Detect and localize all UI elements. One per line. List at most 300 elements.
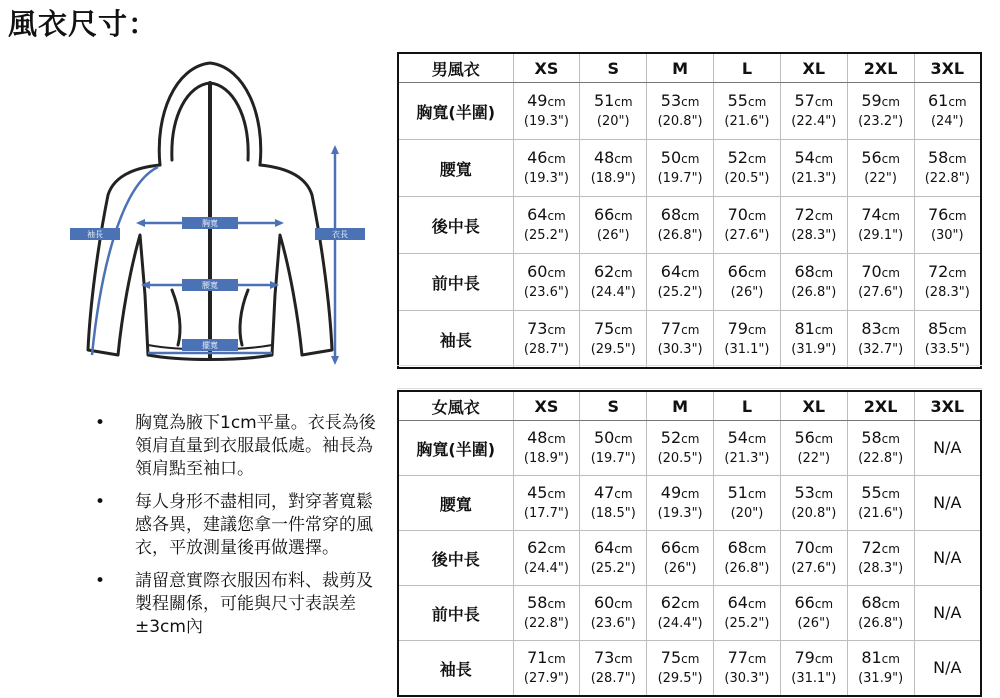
row-label: 前中長 <box>398 586 513 641</box>
cm-value: 72 <box>927 262 949 281</box>
inch-value: (17.7") <box>523 506 569 521</box>
cm-value: 85 <box>927 319 949 338</box>
inch-value: (19.3") <box>657 506 703 521</box>
inch-value: (26.8") <box>858 616 904 631</box>
cm-unit: cm <box>881 652 900 666</box>
cm-value: 56 <box>861 148 882 167</box>
inch-value: (25.2") <box>590 561 636 576</box>
cm-line <box>580 483 646 504</box>
inch-value: (18.9") <box>590 171 636 186</box>
cm-line <box>915 205 980 226</box>
inch-value: (31.9") <box>791 342 837 357</box>
inch-value: (19.3") <box>523 114 569 129</box>
size-cell <box>847 421 914 476</box>
size-cell <box>847 476 914 531</box>
table-row <box>398 254 981 311</box>
size-cell <box>714 641 781 697</box>
bullet-icon: • <box>95 571 106 591</box>
inch-value: (31.9") <box>858 671 904 686</box>
cm-value: 62 <box>593 262 615 281</box>
size-cell <box>914 586 981 641</box>
cm-value: 77 <box>727 648 748 667</box>
cm-unit: cm <box>681 487 700 501</box>
cm-line <box>714 483 780 504</box>
inch-value: (28.7") <box>523 342 569 357</box>
cm-line <box>848 538 914 559</box>
table-title: 女風衣 <box>398 391 513 421</box>
cm-line <box>580 148 646 169</box>
cm-line <box>714 538 780 559</box>
inch-value: (26") <box>797 616 831 631</box>
cm-line <box>514 538 580 559</box>
inch-value: (26") <box>730 285 764 300</box>
size-cell <box>780 531 847 586</box>
cm-line <box>647 538 713 559</box>
inch-value: (30.3") <box>657 342 703 357</box>
inch-value: (25.2") <box>724 616 770 631</box>
cm-unit: cm <box>681 209 700 223</box>
size-cell <box>647 197 714 254</box>
cm-unit: cm <box>814 597 834 611</box>
cm-value: 66 <box>660 538 682 557</box>
cm-unit: cm <box>681 542 700 556</box>
cm-line <box>647 205 713 226</box>
inch-value: (18.9") <box>523 451 569 466</box>
cm-line <box>781 205 847 226</box>
cm-value: 54 <box>727 428 748 447</box>
chest-label: 胸寬 <box>202 219 218 228</box>
inch-value: (27.6") <box>791 561 837 576</box>
row-label: 袖長 <box>398 641 513 697</box>
cm-value: 55 <box>861 483 882 502</box>
size-cell <box>914 197 981 254</box>
cm-line <box>848 205 914 226</box>
women-size-table <box>397 390 982 697</box>
cm-value: 81 <box>861 648 882 667</box>
cm-unit: cm <box>814 432 834 446</box>
size-cell <box>580 197 647 254</box>
size-header: S <box>580 53 647 83</box>
cm-value: 46 <box>527 148 548 167</box>
size-cell <box>580 311 647 369</box>
cm-line <box>781 319 847 340</box>
cm-value: 77 <box>660 319 682 338</box>
inch-value: (32.7") <box>858 342 904 357</box>
note-text: 每人身形不盡相同，對穿著寬鬆感各異，建議您拿一件常穿的風衣，平放測量後再做選擇。 <box>135 492 373 558</box>
cm-value: 56 <box>794 428 815 447</box>
size-cell <box>847 140 914 197</box>
cm-value: 71 <box>527 648 548 667</box>
cm-unit: cm <box>547 542 566 556</box>
cm-value: 48 <box>593 148 615 167</box>
size-cell <box>513 641 580 697</box>
cm-value: 58 <box>527 593 548 612</box>
cm-unit: cm <box>747 432 767 446</box>
cm-value: 45 <box>527 483 548 502</box>
cm-unit: cm <box>881 209 900 223</box>
cm-value: 60 <box>527 262 548 281</box>
cm-line <box>848 648 914 669</box>
cm-unit: cm <box>814 542 834 556</box>
inch-value: (20.5") <box>724 171 770 186</box>
inch-value: (22.4") <box>791 114 837 129</box>
inch-value: (27.6") <box>724 228 770 243</box>
cm-value: 73 <box>527 319 548 338</box>
note-text: 胸寬為腋下1cm平量。衣長為後領肩直量到衣服最低處。袖長為領肩點至袖口。 <box>135 413 376 479</box>
cm-value: 75 <box>660 648 682 667</box>
cm-line <box>781 593 847 614</box>
cm-value: 66 <box>593 205 615 224</box>
cm-unit: cm <box>547 152 566 166</box>
inch-value: (24.4") <box>523 561 569 576</box>
cm-line <box>647 593 713 614</box>
inch-value: (28.3") <box>791 228 837 243</box>
size-header: XS <box>513 53 580 83</box>
inch-value: (26.8") <box>657 228 703 243</box>
inch-value: (22.8") <box>523 616 569 631</box>
cm-unit: cm <box>881 152 900 166</box>
cm-line <box>915 91 980 112</box>
cm-value: 76 <box>927 205 949 224</box>
cm-value: 49 <box>660 483 682 502</box>
size-cell <box>714 83 781 140</box>
cm-unit: cm <box>681 266 700 280</box>
cm-unit: cm <box>948 266 967 280</box>
size-cell <box>714 197 781 254</box>
cm-unit: cm <box>681 95 700 109</box>
size-header: M <box>647 53 714 83</box>
row-label: 袖長 <box>398 311 513 369</box>
cm-unit: cm <box>547 432 566 446</box>
inch-value: (21.6") <box>724 114 770 129</box>
size-cell <box>513 311 580 369</box>
size-cell <box>647 476 714 531</box>
inch-value: (29.5") <box>657 671 703 686</box>
inch-value: (29.5") <box>590 342 636 357</box>
cm-unit: cm <box>547 209 566 223</box>
inch-value: (29.1") <box>858 228 904 243</box>
table-divider <box>397 365 982 389</box>
cm-line <box>848 148 914 169</box>
inch-value: (19.7") <box>590 451 636 466</box>
size-cell <box>847 586 914 641</box>
cm-line <box>781 262 847 283</box>
size-cell <box>714 586 781 641</box>
cm-value: 70 <box>794 538 815 557</box>
cm-unit: cm <box>614 432 633 446</box>
cm-unit: cm <box>614 652 633 666</box>
bullet-icon: • <box>95 492 106 512</box>
cm-unit: cm <box>747 652 767 666</box>
size-cell <box>580 586 647 641</box>
inch-value: (33.5") <box>924 342 970 357</box>
size-cell <box>847 197 914 254</box>
inch-value: (28.7") <box>590 671 636 686</box>
inch-value: (20") <box>730 506 764 521</box>
header-row <box>398 53 981 83</box>
cm-unit: cm <box>614 597 633 611</box>
size-cell <box>513 421 580 476</box>
cm-line <box>781 483 847 504</box>
table-row <box>398 641 981 697</box>
table-row <box>398 421 981 476</box>
inch-value: (26.8") <box>724 561 770 576</box>
cm-value: 68 <box>660 205 682 224</box>
cm-line <box>781 538 847 559</box>
inch-value: (30") <box>930 228 964 243</box>
cm-value: 70 <box>727 205 748 224</box>
cm-value: 59 <box>861 91 882 110</box>
cm-value: 60 <box>593 593 615 612</box>
table-row <box>398 311 981 369</box>
cm-value: 61 <box>927 91 949 110</box>
cm-unit: cm <box>614 266 633 280</box>
size-cell <box>714 476 781 531</box>
cm-value: 68 <box>861 593 882 612</box>
cm-line <box>915 148 980 169</box>
cm-line <box>848 319 914 340</box>
size-cell <box>914 140 981 197</box>
cm-unit: cm <box>547 597 566 611</box>
size-cell <box>780 586 847 641</box>
size-cell <box>780 83 847 140</box>
cm-line <box>580 538 646 559</box>
size-header: 3XL <box>914 391 981 421</box>
inch-value: (22.8") <box>924 171 970 186</box>
cm-line <box>714 593 780 614</box>
inch-value: (23.6") <box>590 616 636 631</box>
size-header: L <box>714 391 781 421</box>
cm-line <box>647 262 713 283</box>
cm-unit: cm <box>814 652 834 666</box>
men-size-table <box>397 52 982 369</box>
cm-line <box>848 593 914 614</box>
cm-unit: cm <box>747 266 767 280</box>
size-cell <box>647 311 714 369</box>
size-cell <box>714 531 781 586</box>
cm-value: 70 <box>861 262 882 281</box>
size-header: L <box>714 53 781 83</box>
size-cell <box>714 254 781 311</box>
note-item <box>95 570 385 639</box>
cm-line <box>514 262 580 283</box>
size-cell <box>580 83 647 140</box>
cm-value: 52 <box>660 428 682 447</box>
size-cell <box>513 83 580 140</box>
inch-value: (31.1") <box>791 671 837 686</box>
cm-unit: cm <box>614 209 633 223</box>
cm-value: 58 <box>861 428 882 447</box>
table-row <box>398 197 981 254</box>
size-cell <box>580 140 647 197</box>
size-header: 3XL <box>914 53 981 83</box>
cm-value: 48 <box>527 428 548 447</box>
page-title: 風衣尺寸： <box>8 7 159 41</box>
size-cell <box>914 421 981 476</box>
size-cell <box>780 641 847 697</box>
cm-unit: cm <box>547 266 566 280</box>
cm-line <box>714 205 780 226</box>
size-cell <box>780 197 847 254</box>
cm-unit: cm <box>747 542 767 556</box>
cm-unit: cm <box>747 95 767 109</box>
cm-value: 62 <box>660 593 682 612</box>
cm-unit: cm <box>814 266 834 280</box>
cm-line <box>647 319 713 340</box>
cm-line <box>580 262 646 283</box>
inch-value: (23.2") <box>858 114 904 129</box>
size-cell <box>780 311 847 369</box>
cm-line <box>714 319 780 340</box>
na-value: N/A <box>933 493 962 512</box>
cm-unit: cm <box>747 597 767 611</box>
cm-line <box>514 648 580 669</box>
size-cell <box>647 254 714 311</box>
cm-value: 64 <box>527 205 548 224</box>
table-title: 男風衣 <box>398 53 513 83</box>
cm-unit: cm <box>948 152 967 166</box>
cm-value: 51 <box>727 483 748 502</box>
size-cell <box>513 531 580 586</box>
cm-value: 62 <box>527 538 548 557</box>
cm-line <box>580 428 646 449</box>
cm-value: 72 <box>861 538 882 557</box>
inch-value: (22") <box>797 451 831 466</box>
cm-value: 57 <box>794 91 815 110</box>
length-label: 衣長 <box>332 230 348 239</box>
size-cell <box>580 641 647 697</box>
cm-line <box>714 428 780 449</box>
cm-value: 49 <box>527 91 548 110</box>
cm-value: 79 <box>727 319 748 338</box>
inch-value: (26") <box>663 561 697 576</box>
cm-line <box>514 483 580 504</box>
size-cell <box>647 83 714 140</box>
cm-line <box>915 319 980 340</box>
cm-unit: cm <box>948 95 967 109</box>
cm-value: 79 <box>794 648 815 667</box>
cm-line <box>580 91 646 112</box>
cm-value: 68 <box>727 538 748 557</box>
cm-line <box>514 205 580 226</box>
cm-unit: cm <box>681 152 700 166</box>
cm-value: 72 <box>794 205 815 224</box>
size-cell <box>513 254 580 311</box>
na-value: N/A <box>933 658 962 677</box>
size-cell <box>513 140 580 197</box>
cm-line <box>580 593 646 614</box>
cm-line <box>647 148 713 169</box>
cm-unit: cm <box>814 487 834 501</box>
note-item <box>95 412 385 481</box>
cm-unit: cm <box>681 652 700 666</box>
cm-value: 66 <box>794 593 815 612</box>
cm-value: 55 <box>727 91 748 110</box>
cm-value: 73 <box>593 648 615 667</box>
inch-value: (27.9") <box>523 671 569 686</box>
cm-unit: cm <box>747 152 767 166</box>
size-cell <box>513 476 580 531</box>
cm-unit: cm <box>881 597 900 611</box>
size-header: M <box>647 391 714 421</box>
row-label: 後中長 <box>398 197 513 254</box>
waist-label: 腰寬 <box>202 281 218 290</box>
size-cell <box>647 641 714 697</box>
cm-line <box>580 648 646 669</box>
cm-value: 47 <box>593 483 615 502</box>
cm-value: 68 <box>794 262 815 281</box>
size-cell <box>780 476 847 531</box>
inch-value: (20.8") <box>657 114 703 129</box>
cm-line <box>848 262 914 283</box>
cm-unit: cm <box>814 95 834 109</box>
row-label: 前中長 <box>398 254 513 311</box>
row-label: 後中長 <box>398 531 513 586</box>
cm-value: 54 <box>794 148 815 167</box>
cm-line <box>514 593 580 614</box>
cm-line <box>915 262 980 283</box>
table-row <box>398 476 981 531</box>
cm-unit: cm <box>747 323 767 337</box>
inch-value: (19.3") <box>523 171 569 186</box>
size-cell <box>914 641 981 697</box>
table-row <box>398 83 981 140</box>
cm-value: 64 <box>593 538 615 557</box>
cm-value: 51 <box>593 91 615 110</box>
sleeve-label: 袖長 <box>87 230 103 239</box>
cm-unit: cm <box>547 95 566 109</box>
cm-unit: cm <box>614 152 633 166</box>
cm-line <box>781 91 847 112</box>
cm-value: 50 <box>660 148 682 167</box>
cm-unit: cm <box>814 152 834 166</box>
size-cell <box>847 641 914 697</box>
cm-unit: cm <box>948 209 967 223</box>
table-row <box>398 140 981 197</box>
cm-line <box>781 428 847 449</box>
cm-value: 74 <box>861 205 882 224</box>
inch-value: (26.8") <box>791 285 837 300</box>
cm-value: 52 <box>727 148 748 167</box>
cm-value: 53 <box>794 483 815 502</box>
inch-value: (24.4") <box>590 285 636 300</box>
notes-list <box>95 412 385 649</box>
inch-value: (30.3") <box>724 671 770 686</box>
size-cell <box>780 140 847 197</box>
cm-line <box>714 148 780 169</box>
size-cell <box>780 421 847 476</box>
cm-line <box>514 428 580 449</box>
cm-line <box>647 483 713 504</box>
row-label: 腰寬 <box>398 476 513 531</box>
cm-unit: cm <box>881 323 900 337</box>
size-header: S <box>580 391 647 421</box>
size-cell <box>580 254 647 311</box>
cm-unit: cm <box>814 209 834 223</box>
cm-unit: cm <box>814 323 834 337</box>
inch-value: (22.8") <box>858 451 904 466</box>
size-cell <box>513 586 580 641</box>
cm-line <box>781 148 847 169</box>
inch-value: (20.5") <box>657 451 703 466</box>
cm-line <box>514 91 580 112</box>
size-cell <box>714 311 781 369</box>
cm-unit: cm <box>881 487 900 501</box>
inch-value: (19.7") <box>657 171 703 186</box>
size-header: XL <box>780 53 847 83</box>
header-row <box>398 391 981 421</box>
cm-line <box>714 91 780 112</box>
